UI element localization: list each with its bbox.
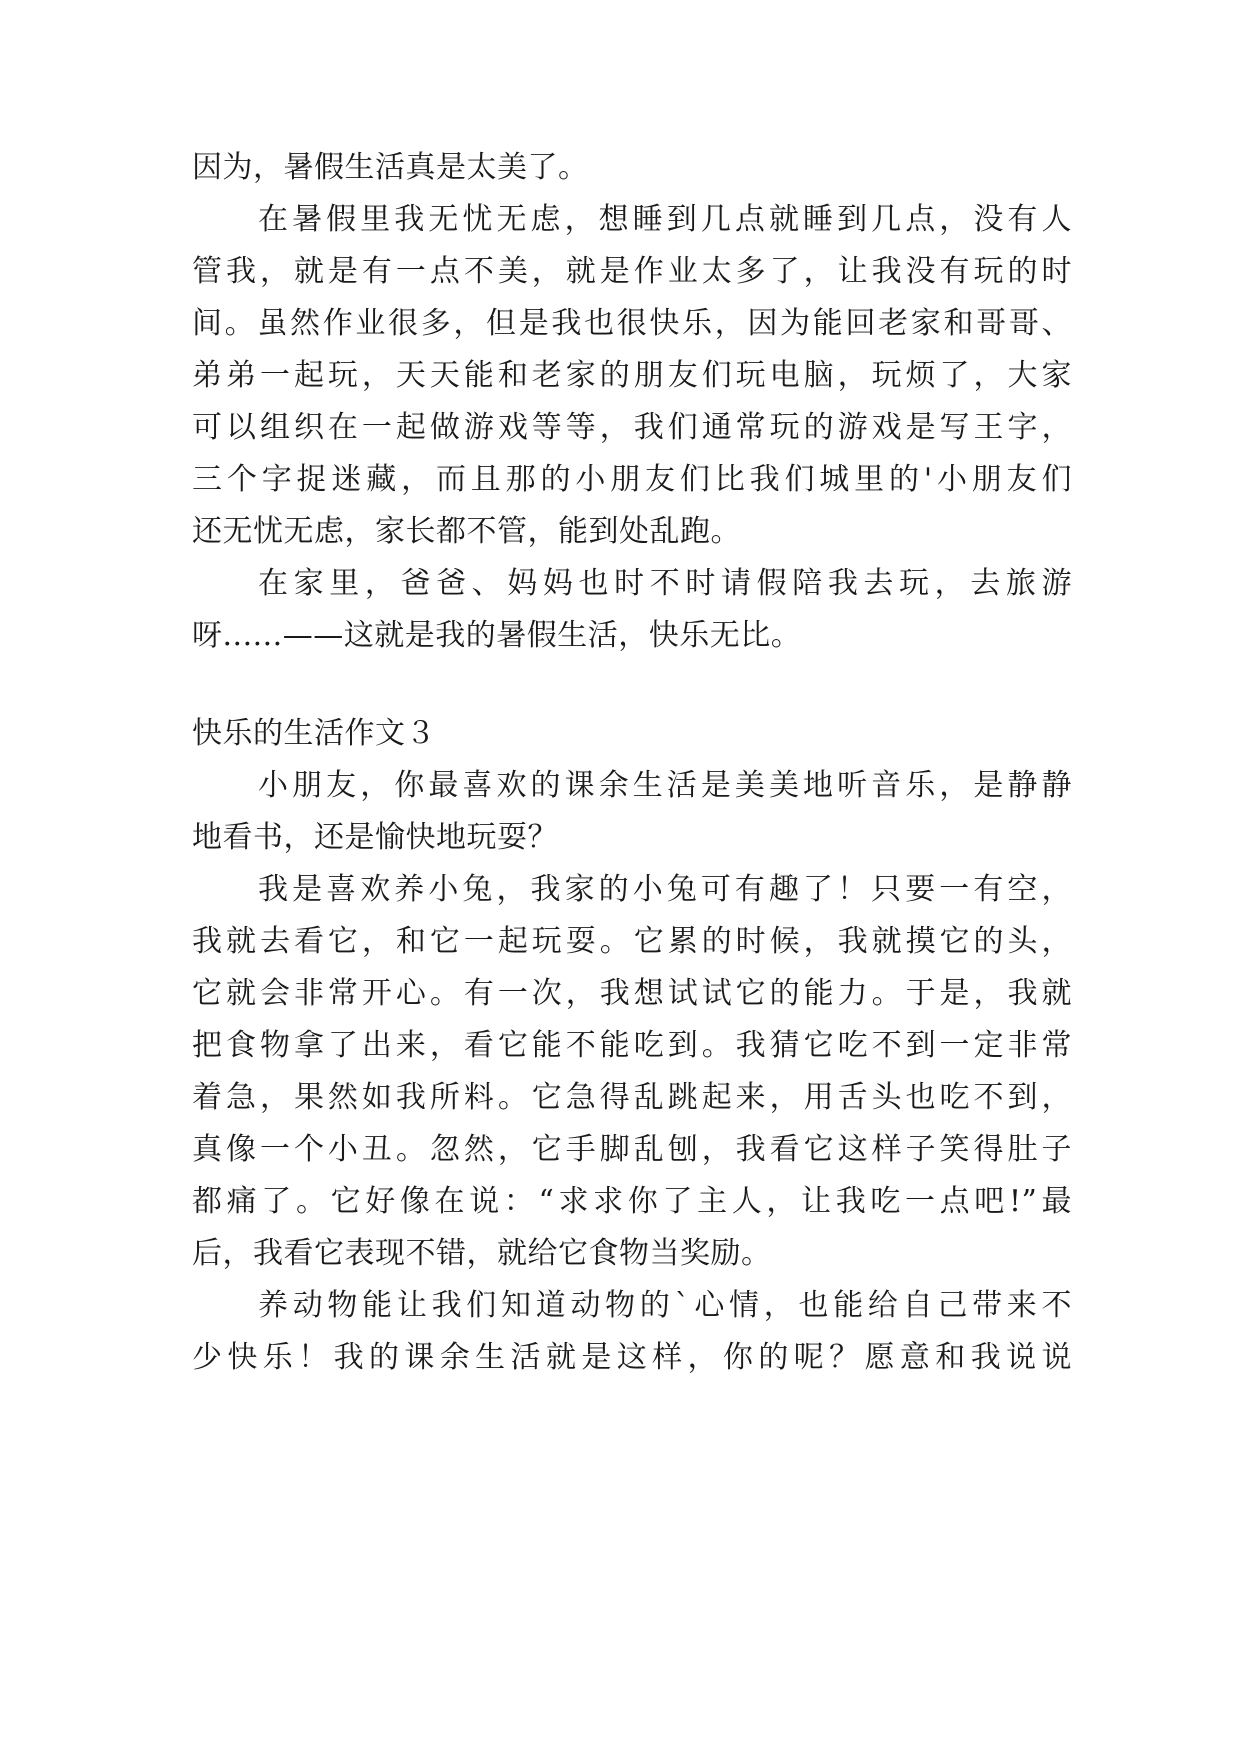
section-title: 快乐的生活作文３: [192, 716, 436, 751]
paragraph-line: 小朋友，你最喜欢的课余生活是美美地听音乐，是静静: [258, 768, 1072, 803]
paragraph-line: 还无忧无虑，家长都不管，能到处乱跑。: [192, 514, 741, 549]
paragraph-line: 可以组织在一起做游戏等等，我们通常玩的游戏是写王字，: [192, 410, 1072, 445]
paragraph-line: 少快乐！我的课余生活就是这样，你的呢？愿意和我说说: [192, 1340, 1072, 1375]
paragraph-line: 在暑假里我无忧无虑，想睡到几点就睡到几点，没有人: [258, 202, 1072, 237]
paragraph-line: 间。虽然作业很多，但是我也很快乐，因为能回老家和哥哥、: [192, 306, 1072, 341]
paragraph-line: 它就会非常开心。有一次，我想试试它的能力。于是，我就: [192, 976, 1072, 1011]
paragraph-line: 把食物拿了出来，看它能不能吃到。我猜它吃不到一定非常: [192, 1028, 1072, 1063]
paragraph-line: 三个字捉迷藏，而且那的小朋友们比我们城里的'小朋友们: [192, 462, 1072, 497]
paragraph-line: 管我，就是有一点不美，就是作业太多了，让我没有玩的时: [192, 254, 1072, 289]
paragraph-line: 着急，果然如我所料。它急得乱跳起来，用舌头也吃不到，: [192, 1080, 1072, 1115]
paragraph-line: 在家里，爸爸、妈妈也时不时请假陪我去玩，去旅游: [258, 566, 1072, 601]
paragraph-line: 我就去看它，和它一起玩耍。它累的时候，我就摸它的头，: [192, 924, 1072, 959]
paragraph-line: 因为，暑假生活真是太美了。: [192, 150, 589, 185]
paragraph-line: 弟弟一起玩，天天能和老家的朋友们玩电脑，玩烦了，大家: [192, 358, 1072, 393]
paragraph-line: 后，我看它表现不错，就给它食物当奖励。: [192, 1236, 772, 1271]
paragraph-line: 都痛了。它好像在说：“求求你了主人，让我吃一点吧!”最: [192, 1184, 1072, 1219]
paragraph-line: 真像一个小丑。忽然，它手脚乱刨，我看它这样子笑得肚子: [192, 1132, 1072, 1167]
paragraph-line: 地看书，还是愉快地玩耍？: [192, 820, 558, 855]
paragraph-line: 我是喜欢养小兔，我家的小兔可有趣了！只要一有空，: [258, 872, 1072, 907]
paragraph-line: 呀......——这就是我的暑假生活，快乐无比。: [192, 618, 802, 653]
paragraph-line: 养动物能让我们知道动物的`心情，也能给自己带来不: [258, 1288, 1072, 1323]
